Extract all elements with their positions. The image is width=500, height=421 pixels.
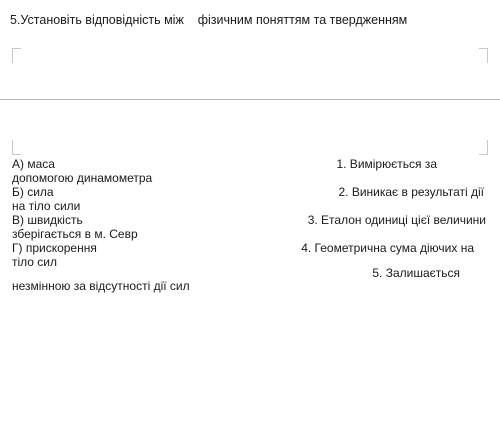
statement-2: 2. Виникає в результаті дії	[338, 185, 484, 199]
item-a-continuation: допомогою динамометра	[12, 171, 153, 185]
crop-mark-bottom-right	[479, 140, 488, 155]
crop-mark-bottom-left	[12, 140, 21, 155]
statement-5-continuation: незмінною за відсутності дії сил	[12, 279, 190, 293]
item-b-continuation: на тіло сили	[12, 199, 81, 213]
task-title: 5.Установіть відповідність між фізичним поняттям та твердженням	[10, 13, 408, 27]
statement-4: 4. Геометрична сума діючих на	[301, 241, 474, 255]
item-c-label: В) швидкість	[12, 213, 83, 227]
item-a-label: А) маса	[12, 157, 55, 171]
statement-1: 1. Вимірюється за	[336, 157, 437, 171]
crop-mark-top-right	[479, 48, 488, 63]
statement-5: 5. Залишається	[372, 266, 460, 280]
page-divider	[0, 99, 500, 100]
crop-mark-top-left	[12, 48, 21, 63]
item-b-label: Б) сила	[12, 185, 54, 199]
statement-3: 3. Еталон одиниці цієї величини	[307, 213, 486, 227]
item-c-continuation: зберігається в м. Севр	[12, 227, 138, 241]
item-d-label: Г) прискорення	[12, 241, 97, 255]
item-d-continuation: тіло сил	[12, 255, 58, 269]
